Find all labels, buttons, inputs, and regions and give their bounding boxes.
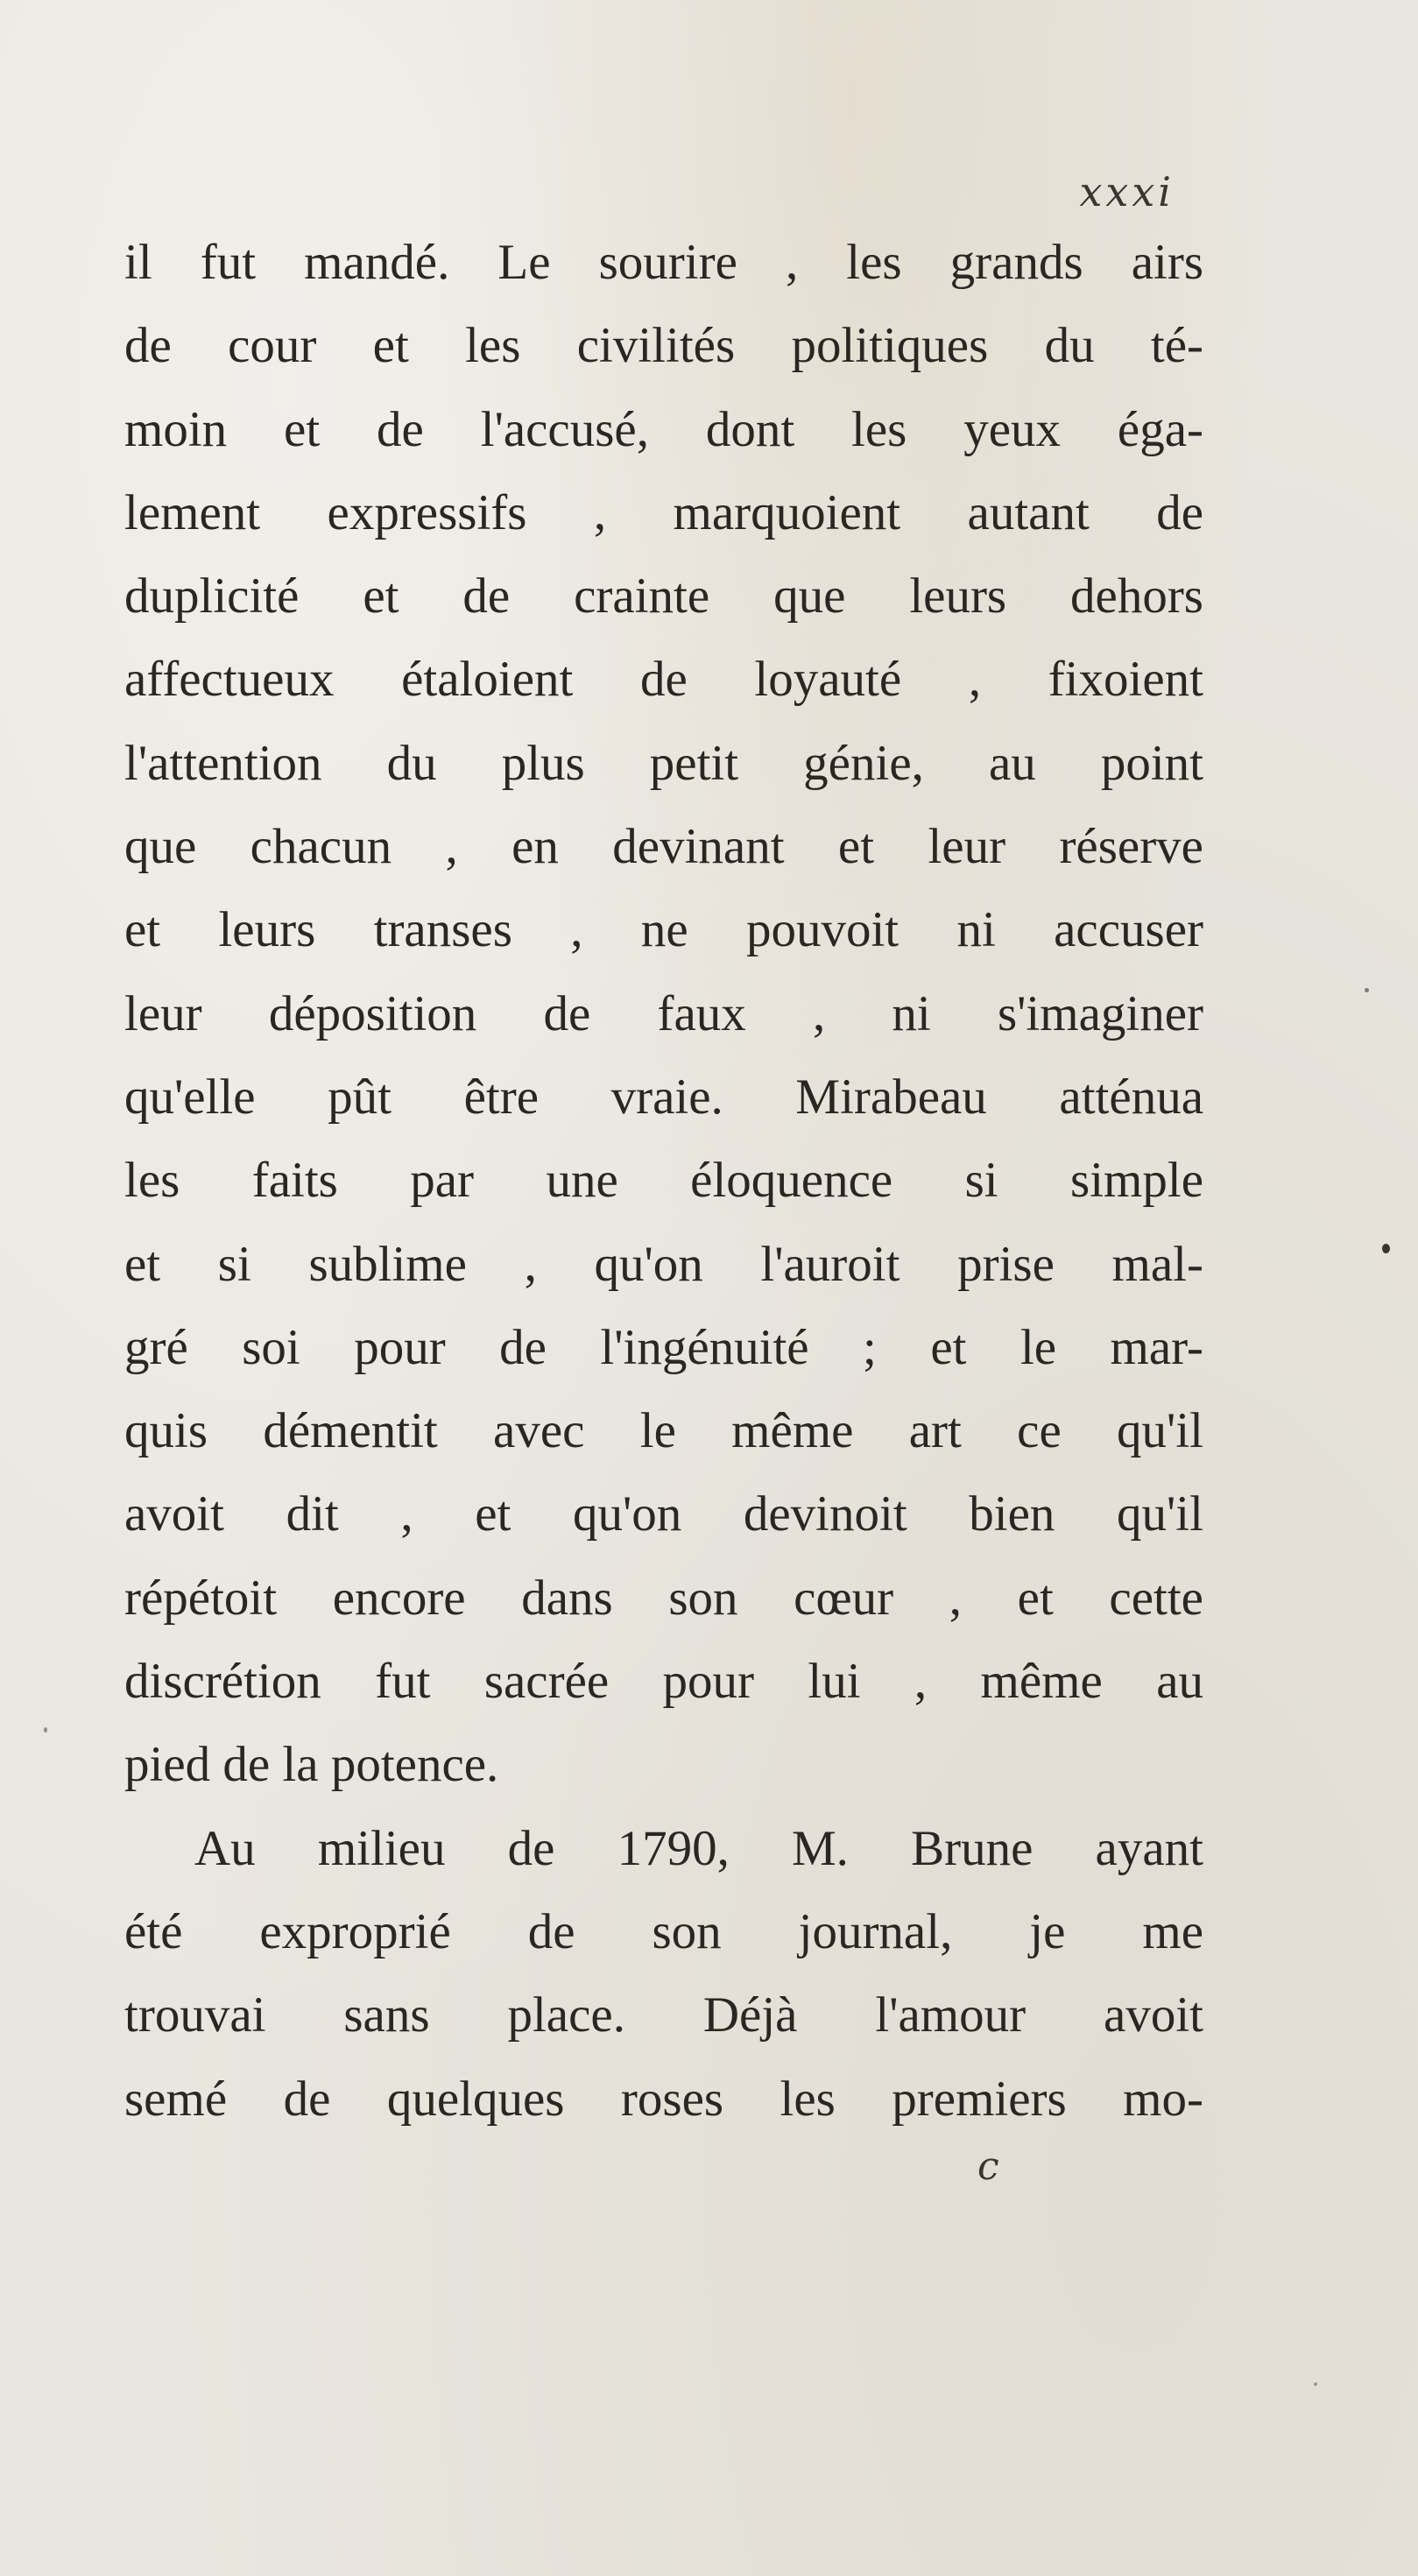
text-line: les faits par une éloquence si simple [124, 1153, 1203, 1209]
text-line: discrétion fut sacrée pour lui , même au [124, 1654, 1203, 1710]
text-line-paragraph-end: pied de la potence. [124, 1737, 499, 1793]
text-line: répétoit encore dans son cœur , et cette [124, 1570, 1203, 1626]
page-number: xxxi [1079, 168, 1175, 215]
text-line: lement expressifs , marquoient autant de [124, 484, 1203, 540]
paper-speck [1314, 2382, 1317, 2386]
text-line-paragraph-start: Au milieu de 1790, M. Brune ayant [194, 1820, 1203, 1876]
text-line: et leurs transes , ne pouvoit ni accuser [124, 902, 1203, 958]
text-line: quis démentit avec le même art ce qu'il [124, 1403, 1203, 1459]
text-line: été exproprié de son journal, je me [124, 1903, 1203, 1959]
body-text [124, 221, 1203, 2141]
text-line: trouvai sans place. Déjà l'amour avoit [124, 1987, 1203, 2043]
text-line: moin et de l'accusé, dont les yeux éga- [124, 401, 1203, 457]
text-line: avoit dit , et qu'on devinoit bien qu'il [124, 1486, 1203, 1542]
text-line: gré soi pour de l'ingénuité ; et le mar- [124, 1319, 1203, 1375]
text-line: semé de quelques roses les premiers mo- [124, 2071, 1203, 2127]
paper-speck [44, 1727, 47, 1733]
text-line: et si sublime , qu'on l'auroit prise mal- [124, 1236, 1203, 1292]
text-line: il fut mandé. Le sourire , les grands airs [124, 235, 1203, 290]
text-line: que chacun , en devinant et leur réserve [124, 819, 1203, 875]
paper-speck [1365, 988, 1369, 992]
text-line: de cour et les civilités politiques du té- [124, 318, 1203, 374]
text-line: qu'elle pût être vraie. Mirabeau atténua [124, 1069, 1203, 1125]
text-line: leur déposition de faux , ni s'imaginer [124, 985, 1203, 1041]
signature-mark: c [977, 2144, 999, 2189]
text-line: duplicité et de crainte que leurs dehors [124, 568, 1203, 625]
text-line: l'attention du plus petit génie, au point [124, 735, 1203, 791]
paper-speck [1382, 1244, 1390, 1253]
text-line: affectueux étaloient de loyauté , fixoient [124, 652, 1203, 708]
